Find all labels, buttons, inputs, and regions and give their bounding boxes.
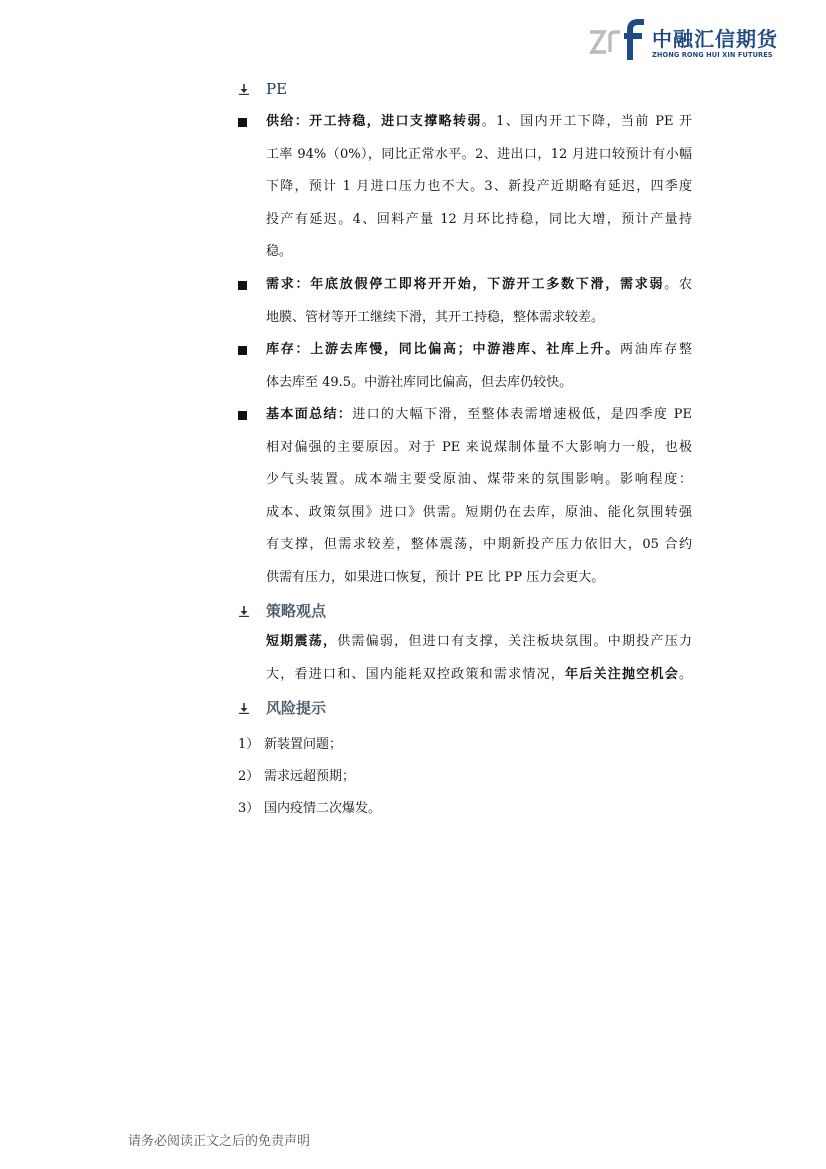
summary-line: 少气头装置。成本端主要受原油、煤带来的氛围影响。影响程度：: [266, 472, 692, 488]
disclaimer-footer: 请务必阅读正文之后的免责声明: [128, 1134, 311, 1149]
section-heading-strategy: [238, 600, 326, 621]
summary-line: 供需有压力，如果进口恢复，预计 PE 比 PP 压力会更大。: [266, 569, 605, 585]
supply-line: 。1、国内开工下降，当前 PE 开: [481, 114, 692, 129]
supply-line: 稳。: [266, 244, 293, 260]
risk-item: [238, 765, 355, 784]
risk-item-number: 3）: [238, 801, 260, 816]
risk-item: [238, 797, 381, 816]
supply-line: 下降，预计 1 月进口压力也不大。3、新投产近期略有延迟，四季度: [266, 179, 692, 195]
section-title-risk: 风险提示: [266, 699, 327, 717]
risk-item-number: 2）: [238, 769, 260, 784]
strategy-lead: 短期震荡，: [266, 634, 338, 649]
logo-company-en: ZHONG RONG HUI XIN FUTURES: [652, 51, 773, 59]
strategy-highlight: 年后关注抛空机会: [565, 666, 679, 682]
summary-line: 相对偏强的主要原因。对于 PE 来说煤制体量不大影响力一般，也极: [266, 439, 692, 455]
risk-item: [238, 733, 342, 752]
risk-item-text: 需求远超预期；: [264, 769, 356, 784]
inventory-line: 体去库至 49.5。中游社库同比偏高，但去库仍较快。: [266, 374, 573, 390]
risk-item-text: 新装置问题；: [264, 737, 343, 752]
section-title-strategy: 策略观点: [266, 602, 327, 620]
square-bullet-icon: [238, 118, 247, 127]
supply-lead: 供给：开工持稳，进口支撑略转弱: [266, 114, 482, 129]
strategy-line: 大，看进口和、国内能耗双控政策和需求情况，: [266, 666, 566, 682]
summary-line: 进口的大幅下滑，至整体表需增速极低，是四季度 PE: [352, 407, 692, 422]
down-arrow-bullet-icon: [238, 83, 250, 95]
risk-item-number: 1）: [238, 737, 260, 752]
demand-lead: 需求：年底放假停工即将开开始，下游开工多数下滑，需求弱: [266, 277, 665, 292]
summary-paragraph: [266, 399, 692, 595]
section-heading-risk: [238, 697, 326, 718]
down-arrow-bullet-icon: [238, 702, 250, 714]
summary-lead: 基本面总结：: [266, 407, 353, 422]
demand-line: 。农: [664, 277, 692, 292]
supply-line: 投产有延迟。4、回料产量 12 月环比持稳，同比大增，预计产量持: [266, 211, 692, 227]
square-bullet-icon: [238, 346, 247, 355]
risk-item-text: 国内疫情二次爆发。: [264, 801, 382, 816]
down-arrow-bullet-icon: [238, 605, 250, 617]
strategy-line-end: 。: [678, 666, 692, 682]
section-title-pe: PE: [266, 80, 288, 98]
summary-line: 成本、政策氛围》进口》供需。短期仍在去库，原油、能化氛围转强: [266, 504, 692, 520]
inventory-lead: 库存：上游去库慢，同比偏高；中游港库、社库上升。: [266, 342, 620, 357]
summary-line: 有支撑，但需求较差，整体震荡，中期新投产压力依旧大，05 合约: [266, 537, 692, 553]
strategy-line: 供需偏弱，但进口有支撑，关注板块氛围。中期投产压力: [337, 634, 692, 649]
inventory-line: 两油库存整: [619, 342, 692, 357]
inventory-paragraph: [266, 334, 692, 399]
supply-paragraph: [266, 106, 692, 269]
company-logo: [588, 18, 788, 66]
demand-line: 地膜、管材等开工继续下滑，其开工持稳，整体需求较差。: [266, 309, 605, 325]
square-bullet-icon: [238, 411, 247, 420]
square-bullet-icon: [238, 281, 247, 290]
strategy-paragraph: [266, 626, 692, 691]
zrf-logo-mark-icon: [588, 18, 648, 62]
logo-company-cn: 中融汇信期货: [652, 27, 778, 51]
demand-paragraph: [266, 269, 692, 334]
section-heading-pe: [238, 80, 287, 98]
supply-line: 工率 94%（0%），同比正常水平。2、进出口，12 月进口较预计有小幅: [266, 146, 692, 162]
